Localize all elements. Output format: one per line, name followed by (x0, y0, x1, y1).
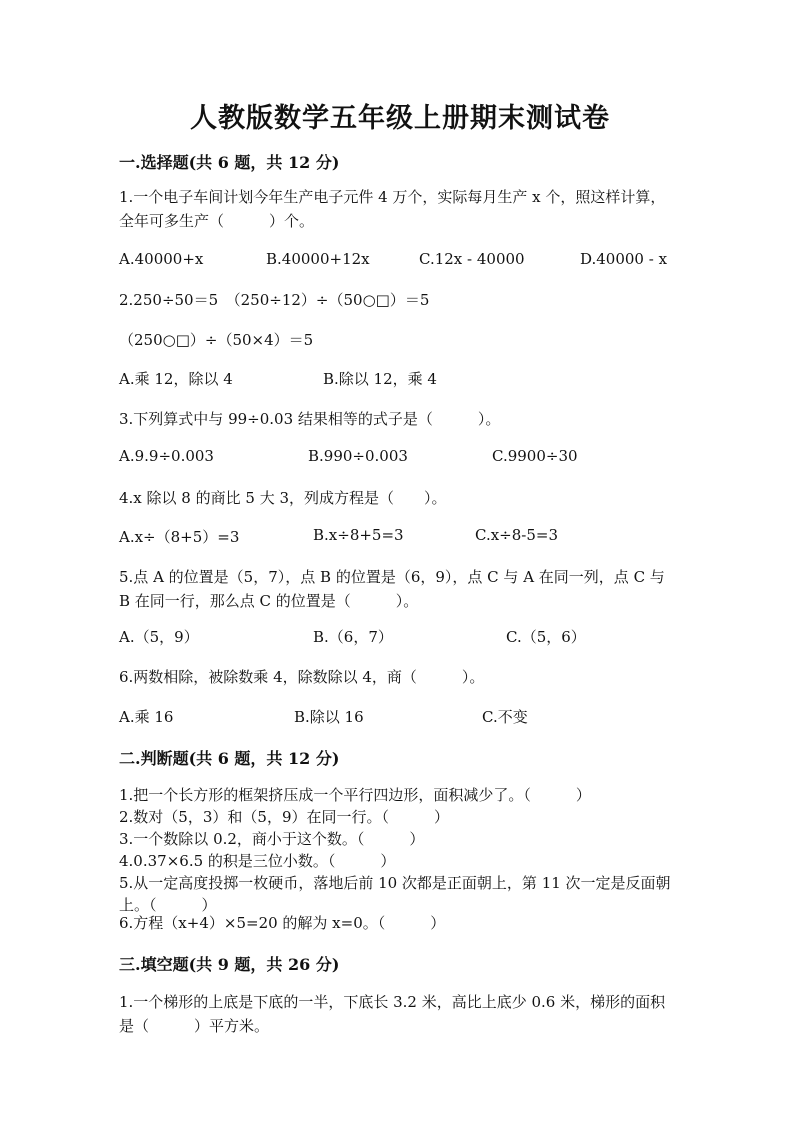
option-a: A.乘 12，除以 4 (119, 370, 233, 388)
question-text: 3.下列算式中与 99÷0.03 结果相等的式子是（ ）。 (119, 410, 501, 428)
option-row (119, 368, 699, 390)
judge-item: 6.方程（x+4）×5=20 的解为 x=0。（ ） (119, 914, 446, 932)
option-b: B.990÷0.003 (308, 447, 408, 465)
option-a: A.9.9÷0.003 (119, 447, 214, 465)
option-b: B.40000+12x (266, 250, 370, 268)
option-row (119, 706, 699, 728)
option-row (119, 250, 699, 272)
option-c: C.9900÷30 (492, 447, 578, 465)
question-text: 6.两数相除，被除数乘 4，除数除以 4，商（ ）。 (119, 668, 485, 686)
option-a: A.x÷（8+5）=3 (119, 528, 240, 546)
option-c: C.（5，6） (506, 628, 586, 646)
question-text: 1.一个电子车间计划今年生产电子元件 4 万个，实际每月生产 x 个，照这样计算，全年可多生产（ ）个。 (119, 188, 666, 230)
option-b: B.x÷8+5=3 (313, 526, 404, 544)
page-title: 人教版数学五年级上册期末测试卷 (190, 103, 610, 134)
option-row (119, 626, 699, 648)
question-text: 5.点 A 的位置是（5，7），点 B 的位置是（6，9），点 C 与 A 在同一列，点 C 与 B 在同一行，那么点 C 的位置是（ ）。 (119, 568, 665, 610)
option-row (119, 526, 699, 548)
question-text-continued: （250○□）÷（50×4）＝5 (119, 331, 314, 349)
option-a: A.（5，9） (119, 628, 199, 646)
option-d: D.40000 - x (580, 250, 668, 268)
option-b: B.除以 12，乘 4 (323, 370, 437, 388)
question-text: 1.一个梯形的上底是下底的一半，下底长 3.2 米，高比上底少 0.6 米，梯形的面积是（ ）平方米。 (119, 993, 666, 1035)
question-text: 2.250÷50＝5 （250÷12）÷（50○□）＝5 (119, 291, 430, 309)
option-b: B.（6，7） (313, 628, 393, 646)
option-a: A.40000+x (119, 250, 204, 268)
section-heading-judge: 二.判断题(共 6 题，共 12 分) (119, 749, 340, 768)
option-b: B.除以 16 (294, 708, 364, 726)
section-heading-fill: 三.填空题(共 9 题，共 26 分) (119, 955, 340, 974)
option-row (119, 447, 699, 469)
option-c: C.不变 (482, 708, 528, 726)
option-c: C.x÷8-5=3 (475, 526, 559, 544)
option-c: C.12x - 40000 (419, 250, 525, 268)
judge-item: 1.把一个长方形的框架挤压成一个平行四边形，面积减少了。（ ） (119, 786, 591, 804)
judge-item: 4.0.37×6.5 的积是三位小数。（ ） (119, 852, 396, 870)
option-a: A.乘 16 (119, 708, 174, 726)
judge-item: 3.一个数除以 0.2，商小于这个数。（ ） (119, 830, 425, 848)
judge-item: 2.数对（5，3）和（5，9）在同一行。（ ） (119, 808, 449, 826)
question-text: 4.x 除以 8 的商比 5 大 3，列成方程是（ ）。 (119, 489, 447, 507)
section-heading-choice: 一.选择题(共 6 题，共 12 分) (119, 153, 340, 172)
judge-item: 5.从一定高度投掷一枚硬币，落地后前 10 次都是正面朝上，第 11 次一定是反面朝上。（ ） (119, 874, 671, 914)
